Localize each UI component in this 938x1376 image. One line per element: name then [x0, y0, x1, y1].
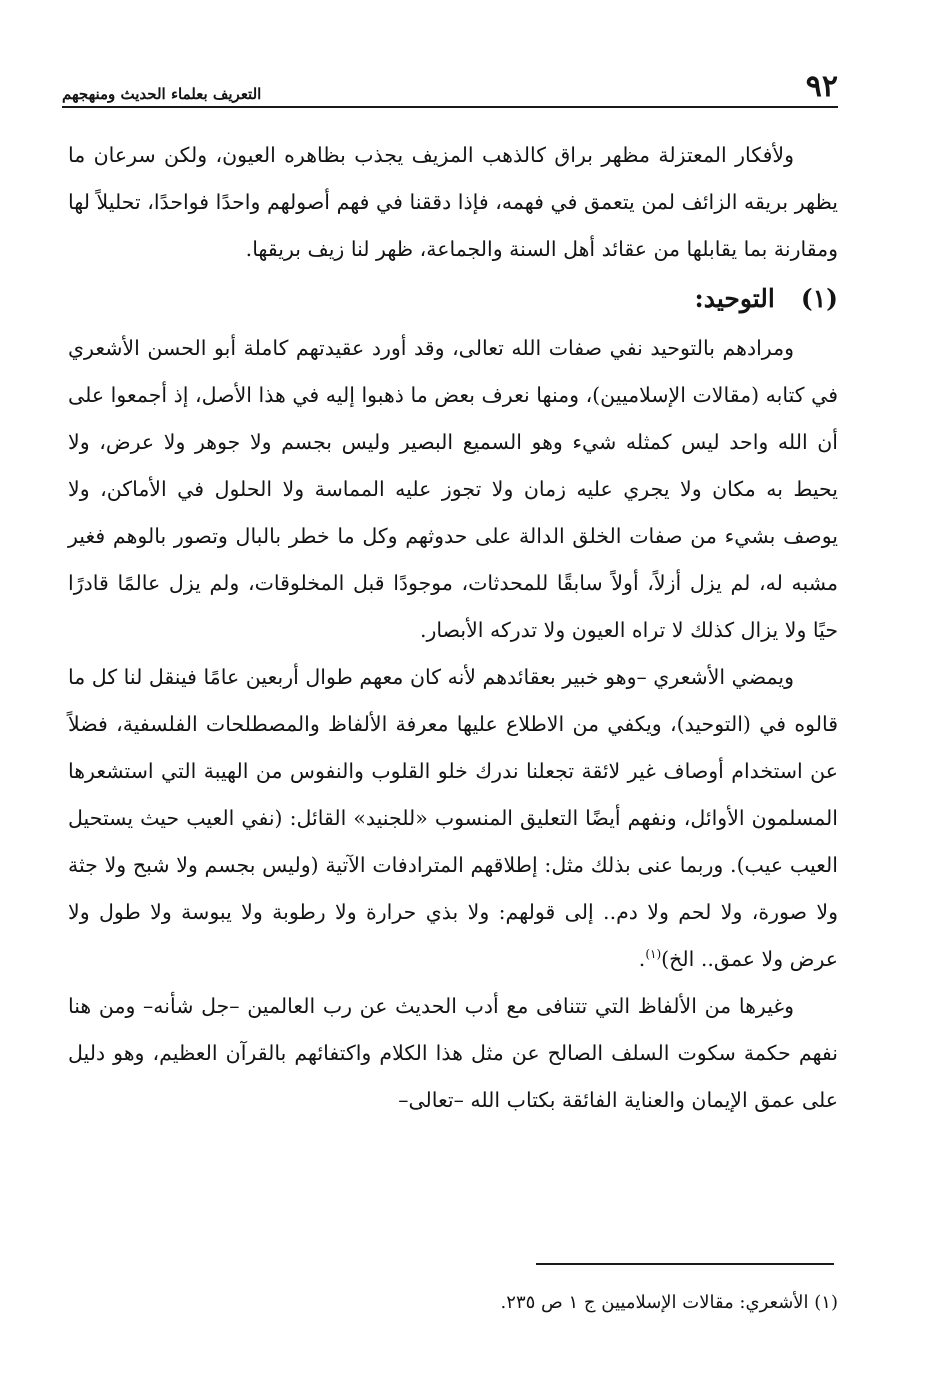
main-text — [68, 132, 838, 1124]
section-number: (١) — [800, 284, 838, 313]
paragraph-ashari-text: ويمضي الأشعري –وهو خبير بعقائدهم لأنه كان معهم طوال أربعين عامًا فينقل لنا كل ما قالوه في (التوحيد)، ويكفي من الاطلاع عليها معرفة الألفاظ والمصطلحات الفلسفية، فضلاً عن استخدام أوصاف غير لائقة تجعلنا ندرك خلو القلوب والنفوس من الهيبة التي استشعرها المسلمون الأوائل، ونفهم أيضًا التعليق المنسوب «للجنيد» القائل: (نفي العيب حيث يستحيل العيب عيب). وربما عنى بذلك مثل: إطلاقهم المترادفات الآتية (وليس بجسم ولا شبح ولا جثة ولا صورة، ولا لحم ولا دم.. إلى قولهم: ولا بذي حرارة ولا رطوبة ولا يبوسة ولا طول ولا عرض ولا عمق.. الخ) — [68, 665, 838, 971]
page-header — [62, 68, 838, 108]
paragraph-ashari-end: . — [638, 947, 646, 971]
page-number: ٩٢ — [805, 69, 838, 104]
paragraph-conclusion: وغيرها من الألفاظ التي تتنافى مع أدب الحديث عن رب العالمين –جل شأنه– ومن هنا نفهم حكمة سكوت السلف الصالح عن مثل هذا الكلام واكتفائهم بالقرآن العظيم، وهو دليل على عمق الإيمان والعناية الفائقة بكتاب الله –تعالى– — [68, 994, 838, 1112]
paragraph-tawhid: ومرادهم بالتوحيد نفي صفات الله تعالى، وقد أورد عقيدتهم كاملة أبو الحسن الأشعري في كتابه (مقالات الإسلاميين)، ومنها نعرف بعض ما ذهبوا إليه في هذا الأصل، إذ أجمعوا على أن الله واحد ليس كمثله شيء وهو السميع البصير وليس بجسم ولا جوهر ولا عرض، ولا يحيط به مكان ولا يجري عليه زمان ولا تجوز عليه المماسة ولا الحلول في الأماكن، ولا يوصف بشيء من صفات الخلق الدالة على حدوثهم وكل ما خطر بالبال وتصور بالوهم فغير مشبه له، لم يزل أزلاً، أولاً سابقًا للمحدثات، موجودًا قبل المخلوقات، ولم يزل عالمًا قادرًا حيًا ولا يزال كذلك لا تراه العيون ولا تدركه الأبصار. — [68, 336, 838, 642]
section-title: التوحيد: — [694, 284, 775, 313]
paragraph-ashari — [68, 654, 838, 983]
section-heading — [68, 273, 838, 325]
footnote: (١) الأشعري: مقالات الإسلاميين ج ١ ص ٢٣٥. — [500, 1292, 838, 1313]
paragraph-intro: ولأفكار المعتزلة مظهر براق كالذهب المزيف يجذب بظاهره العيون، ولكن سرعان ما يظهر بريقه الزائف لمن يتعمق في فهمه، فإذا دققنا في فهم أصولهم واحدًا فواحدًا، تحليلاً لها ومقارنة بما يقابلها من عقائد أهل السنة والجماعة، ظهر لنا زيف بريقها. — [68, 143, 838, 261]
footnote-reference[interactable]: (١) — [645, 947, 662, 962]
running-title: التعريف بعلماء الحديث ومنهجهم — [62, 85, 262, 103]
footnote-divider — [536, 1263, 834, 1265]
